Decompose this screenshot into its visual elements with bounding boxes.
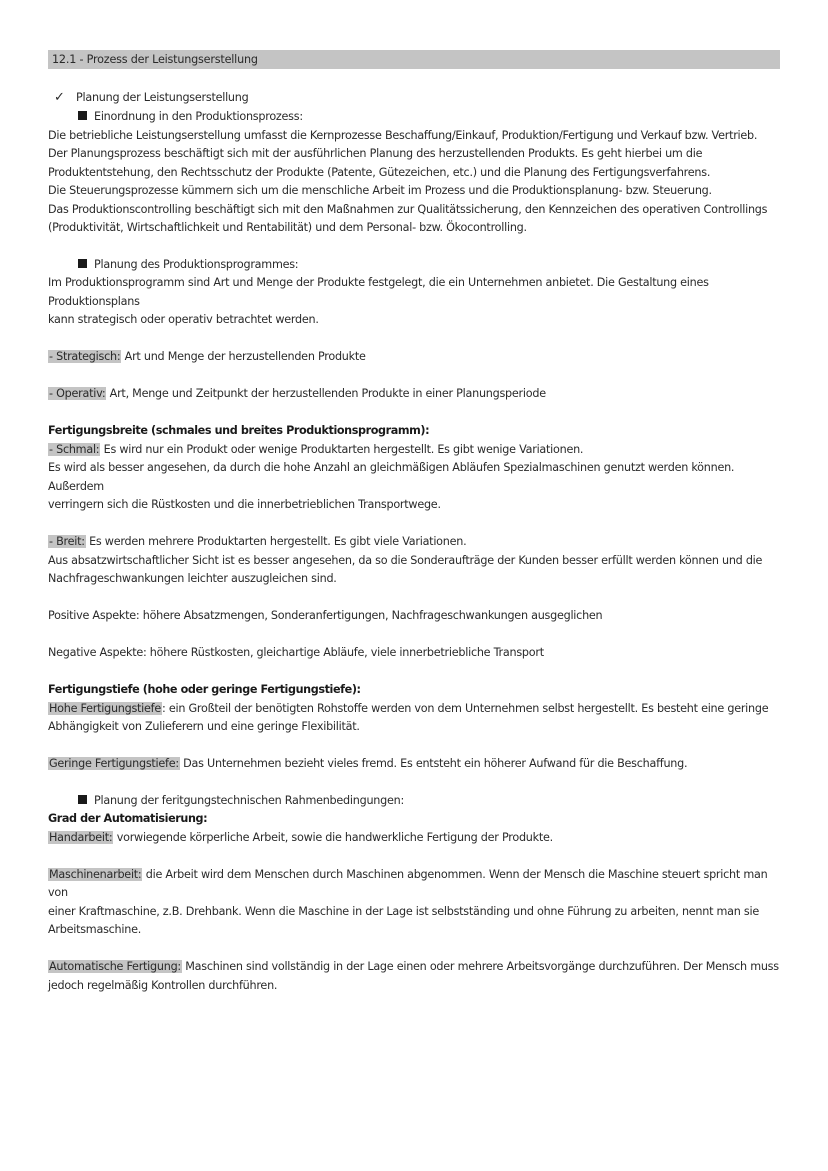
text-line: Das Produktionscontrolling beschäftigt sich mit den Maßnahmen zur Qualitätssicherung, den Kennzeichen des operativen Controllings	[48, 202, 768, 216]
definition-text: : ein Großteil der benötigten Rohstoffe werden von dem Unternehmen selbst hergestellt. Es besteht eine geringe	[162, 701, 769, 715]
square-bullet-icon	[78, 111, 87, 120]
hohe-line	[48, 700, 780, 719]
definition-text: Es werden mehrere Produktarten hergestellt. Es gibt viele Variationen.	[85, 535, 467, 548]
operativ-line	[48, 385, 780, 404]
text-line: Der Planungsprozess beschäftigt sich mit der ausführlichen Planung des herzustellenden Produkts. Es geht hierbei um die	[48, 147, 703, 160]
definition-text: Art und Menge der herzustellenden Produkte	[121, 350, 366, 363]
text-line: Die Steuerungsprozesse kümmern sich um die menschliche Arbeit im Prozess und die Produktionsplanung- bzw. Steuerung.	[48, 184, 712, 197]
strategisch-line	[48, 348, 780, 367]
bullet-heading: Planung der feritgungstechnischen Rahmenbedingungen:	[94, 793, 404, 807]
bullet-heading: Einordnung in den Produktionsprozess:	[94, 110, 303, 123]
text-line: Im Produktionsprogramm sind Art und Menge der Produkte festgelegt, die ein Unternehmen anbietet. Die Gestaltung eines Produktionsplans	[48, 276, 709, 308]
text-line: jedoch regelmäßig Kontrollen durchführen.	[48, 978, 278, 992]
highlight-label: Automatische Fertigung:	[49, 960, 181, 973]
section-title: 12.1 - Prozess der Leistungserstellung	[52, 53, 258, 66]
maschinenarbeit-line	[48, 866, 780, 903]
positive-aspekte: Positive Aspekte: höhere Absatzmengen, Sonderanfertigungen, Nachfrageschwankungen ausgeglichen	[48, 609, 603, 622]
definition-text: Es wird nur ein Produkt oder wenige Produktarten hergestellt. Es gibt wenige Variationen.	[100, 442, 584, 456]
bullet-rahmenbedingungen	[48, 792, 780, 811]
handarbeit-line	[48, 829, 780, 848]
definition-text: die Arbeit wird dem Menschen durch Maschinen abgenommen. Wenn der Mensch die Maschine steuert spricht man von	[48, 867, 768, 899]
programm-paragraph	[48, 274, 780, 330]
bullet-einordnung	[48, 108, 780, 127]
definition-text: Das Unternehmen bezieht vieles fremd. Es entsteht ein höherer Aufwand für die Beschaffung.	[179, 757, 688, 770]
section-title-bar	[48, 50, 780, 69]
fertigungsbreite-heading: Fertigungsbreite (schmales und breites Produktionsprogramm):	[48, 424, 430, 437]
highlight-label: Handarbeit:	[49, 830, 113, 844]
text-line: Nachfrageschwankungen leichter auszugleichen sind.	[48, 572, 337, 585]
text-line: Aus absatzwirtschaftlicher Sicht ist es besser angesehen, da so die Sonderaufträge der Kunden besser erfüllt werden können und die	[48, 553, 763, 567]
definition-text: Maschinen sind vollständig in der Lage einen oder mehrere Arbeitsvorgänge durchzuführen. Der Mensch muss	[181, 960, 779, 973]
negative-aspekte: Negative Aspekte: höhere Rüstkosten, gleichartige Abläufe, viele innerbetriebliche Transport	[48, 646, 544, 659]
fertigungstiefe-heading: Fertigungstiefe (hohe oder geringe Fertigungstiefe):	[48, 683, 361, 696]
text-line: (Produktivität, Wirtschaftlichkeit und Rentabilität) und dem Personal- bzw. Ökocontrolling.	[48, 221, 527, 234]
text-line: Die betriebliche Leistungserstellung umfasst die Kernprozesse Beschaffung/Einkauf, Produktion/Fertigung und Verkauf bzw. Vertrieb.	[48, 128, 758, 142]
highlight-label: Geringe Fertigungstiefe:	[49, 757, 179, 770]
square-bullet-icon	[78, 259, 87, 268]
einordnung-paragraph	[48, 127, 780, 238]
text-line: Produktentstehung, den Rechtsschutz der Produkte (Patente, Gütezeichen, etc.) und die Planung des Fertigungsverfahrens.	[48, 165, 711, 179]
document-page	[48, 50, 780, 995]
text-line: verringern sich die Rüstkosten und die innerbetrieblichen Transportwege.	[48, 498, 441, 511]
definition-text: Art, Menge und Zeitpunkt der herzustellenden Produkte in einer Planungsperiode	[106, 387, 546, 400]
checklist-label: Planung der Leistungserstellung	[76, 91, 249, 104]
checkmark-icon: ✓	[54, 90, 65, 105]
square-bullet-icon	[78, 795, 87, 804]
text-line: Arbeitsmaschine.	[48, 923, 142, 936]
checklist-item	[48, 89, 780, 108]
highlight-label: Hohe Fertigungstiefe	[49, 701, 161, 715]
text-line: Abhängigkeit von Zulieferern und eine geringe Flexibilität.	[48, 720, 360, 733]
text-line: einer Kraftmaschine, z.B. Drehbank. Wenn die Maschine in der Lage ist selbstständing und ohne Führung zu arbeiten, nennt man sie	[48, 904, 760, 918]
highlight-label: - Schmal:	[49, 442, 100, 456]
text-line: kann strategisch oder operativ betrachtet werden.	[48, 313, 319, 326]
definition-text: vorwiegende körperliche Arbeit, sowie die handwerkliche Fertigung der Produkte.	[113, 830, 553, 844]
text-line: Es wird als besser angesehen, da durch die hohe Anzahl an gleichmäßigen Abläufen Spezialmaschinen genutzt werden können. Außerdem	[48, 461, 735, 493]
schmal-line	[48, 441, 780, 460]
highlight-label: Maschinenarbeit:	[49, 867, 142, 881]
highlight-label: - Strategisch:	[49, 350, 121, 363]
automatisierung-heading: Grad der Automatisierung:	[48, 812, 208, 825]
automatisch-line	[48, 958, 780, 977]
breit-line	[48, 533, 780, 552]
highlight-label: - Operativ:	[49, 387, 106, 400]
bullet-heading: Planung des Produktionsprogrammes:	[94, 257, 299, 271]
geringe-line	[48, 755, 780, 774]
bullet-produktionsprogramm	[48, 256, 780, 275]
highlight-label: - Breit:	[49, 535, 85, 548]
